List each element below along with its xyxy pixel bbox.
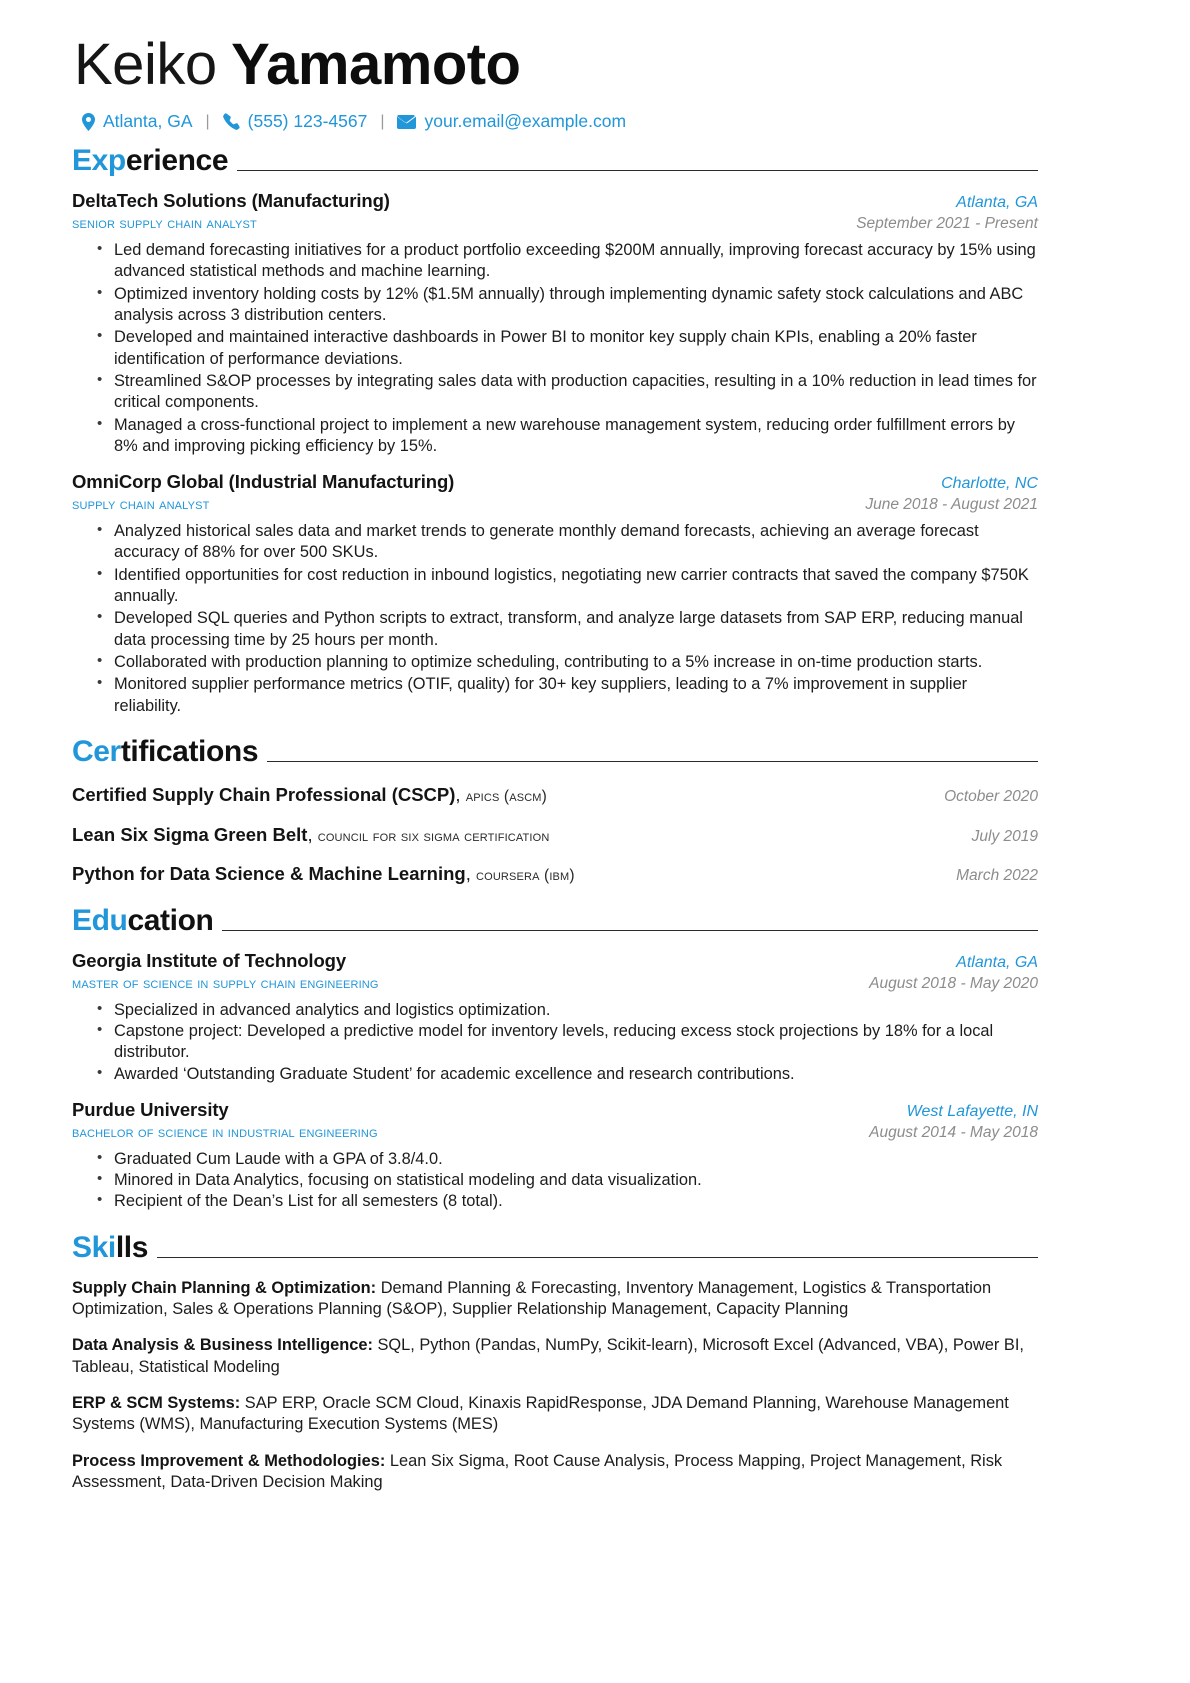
section-title-rest: tifications [120, 735, 259, 769]
skill-items: SAP ERP, Oracle SCM Cloud, Kinaxis RapidResponse, JDA Demand Planning, Warehouse Management Systems (WMS), Manufacturing Execution Systems (MES) [72, 1393, 1009, 1434]
certification-date: March 2022 [956, 867, 1038, 885]
contact-separator-1: | [205, 112, 210, 130]
list-item: • Identified opportunities for cost reduction in inbound logistics, negotiating new carrier contracts that saved the company $750K annually. [112, 565, 1038, 608]
skill-items: Demand Planning & Forecasting, Inventory Management, Logistics & Transportation Optimization, Sales & Operations Planning (S&OP), Supplier Relationship Management, Capacity Planning [72, 1278, 992, 1318]
job-dates: June 2018 - August 2021 [865, 496, 1038, 514]
certification-row: Certified Supply Chain Professional (CSCP), apics (ascm) October 2020 [72, 784, 1038, 806]
school-name: Georgia Institute of Technology [72, 949, 347, 971]
contact-email[interactable] [397, 111, 626, 132]
section-rule [157, 1257, 1038, 1258]
section-title-rest: cation [127, 903, 214, 937]
school-dates: August 2018 - May 2020 [869, 974, 1038, 992]
page-title [74, 34, 1038, 95]
certification-name: Certified Supply Chain Professional (CSCP) [72, 784, 456, 806]
employer-location: Charlotte, NC [941, 475, 1038, 493]
experience-bullets [72, 521, 1038, 717]
certification-issuer: council for six sigma certification [317, 827, 550, 845]
list-item: • Analyzed historical sales data and market trends to generate monthly demand forecasts, achieving an average forecast accuracy of 88% for over 500 SKUs. [112, 521, 1038, 564]
map-pin-icon [82, 113, 95, 131]
skill-row [72, 1451, 1038, 1494]
last-name: Yamamoto [231, 32, 521, 97]
skill-category: ERP & SCM Systems: [72, 1393, 241, 1412]
section-title-highlight: Ski [72, 1230, 116, 1264]
education-bullets [72, 1149, 1038, 1213]
list-item: • Minored in Data Analytics, focusing on statistical modeling and data visualization. [112, 1170, 1038, 1191]
section-title-experience [72, 146, 228, 176]
list-item: • Developed and maintained interactive dashboards in Power BI to monitor key supply chain KPIs, enabling a 20% faster identification of performance deviations. [112, 327, 1038, 370]
experience-entry [72, 471, 1038, 717]
list-item: • Managed a cross-functional project to implement a new warehouse management system, reducing order fulfillment errors by 8% and improving picking efficiency by 15%. [112, 415, 1038, 458]
list-item: • Developed SQL queries and Python scripts to extract, transform, and analyze large datasets from SAP ERP, reducing manual data processing time by 25 hours per month. [112, 608, 1038, 651]
school-name: Purdue University [72, 1098, 229, 1120]
list-item: • Recipient of the Dean’s List for all semesters (8 total). [112, 1191, 1038, 1212]
list-item: • Led demand forecasting initiatives for a product portfolio exceeding $200M annually, improving forecast accuracy by 15% using advanced statistical methods and machine learning. [112, 240, 1038, 283]
section-title-certifications [72, 737, 258, 767]
contact-location [82, 111, 193, 132]
skill-row [72, 1393, 1038, 1436]
certification-issuer: coursera (ibm) [476, 867, 575, 885]
section-title-rest: erience [125, 144, 229, 178]
job-dates: September 2021 - Present [856, 215, 1038, 233]
experience-bullets [72, 240, 1038, 457]
contact-phone[interactable] [223, 111, 368, 132]
section-rule [267, 761, 1038, 762]
section-rule [222, 930, 1038, 931]
section-header-experience [72, 146, 1038, 176]
education-bullets [72, 1000, 1038, 1085]
skill-category: Supply Chain Planning & Optimization: [72, 1278, 377, 1297]
section-rule [237, 170, 1038, 171]
location-text: Atlanta, GA [103, 111, 193, 132]
skill-category: Process Improvement & Methodologies: [72, 1451, 386, 1470]
contact-bar [82, 111, 1038, 132]
experience-entry [72, 190, 1038, 457]
section-title-education [72, 903, 214, 937]
section-title-highlight: Edu [72, 903, 128, 937]
skill-row [72, 1278, 1038, 1321]
education-entry [72, 1099, 1038, 1213]
section-title-highlight: Exp [72, 144, 126, 178]
list-item: • Streamlined S&OP processes by integrating sales data with production capacities, resulting in a 10% reduction in lead times for critical components. [112, 371, 1038, 414]
certification-date: July 2019 [971, 827, 1038, 845]
employer-name: DeltaTech Solutions (Manufacturing) [72, 190, 390, 212]
degree-name: bachelor of science in industrial engineering [72, 1123, 378, 1141]
email-text: your.email@example.com [424, 111, 627, 132]
certification-row: Lean Six Sigma Green Belt, council for six sigma certification July 2019 [72, 823, 1038, 845]
section-header-certifications [72, 737, 1038, 767]
employer-location: Atlanta, GA [956, 194, 1038, 212]
education-entry [72, 950, 1038, 1085]
phone-icon [223, 113, 240, 130]
school-location: West Lafayette, IN [906, 1102, 1038, 1120]
phone-text: (555) 123-4567 [247, 111, 368, 132]
section-title-rest: lls [115, 1230, 148, 1264]
certification-row: Python for Data Science & Machine Learning, coursera (ibm) March 2022 [72, 863, 1038, 885]
school-dates: August 2014 - May 2018 [869, 1123, 1038, 1141]
degree-name: master of science in supply chain engineering [72, 974, 379, 992]
list-item: • Optimized inventory holding costs by 12% ($1.5M annually) through implementing dynamic safety stock calculations and ABC analysis across 3 distribution centers. [112, 284, 1038, 327]
skill-row [72, 1335, 1038, 1378]
certification-name: Lean Six Sigma Green Belt [72, 823, 308, 845]
list-item: • Specialized in advanced analytics and logistics optimization. [112, 1000, 1038, 1021]
skill-items: Lean Six Sigma, Root Cause Analysis, Process Mapping, Project Management, Risk Assessment, Data-Driven Decision Making [72, 1451, 1003, 1491]
certification-name: Python for Data Science & Machine Learning [72, 863, 466, 885]
contact-separator-2: | [380, 112, 385, 130]
section-title-highlight: Cer [72, 735, 121, 769]
skill-items: SQL, Python (Pandas, NumPy, Scikit-learn), Microsoft Excel (Advanced, VBA), Power BI, Tableau, Statistical Modeling [72, 1336, 1024, 1376]
envelope-icon [397, 115, 416, 129]
school-location: Atlanta, GA [956, 953, 1038, 971]
employer-name: OmniCorp Global (Industrial Manufacturing) [72, 471, 455, 493]
list-item: • Capstone project: Developed a predictive model for inventory levels, reducing excess stock projections by 18% for a local distributor. [112, 1021, 1038, 1064]
first-name: Keiko [74, 32, 217, 97]
skill-category: Data Analysis & Business Intelligence: [72, 1336, 373, 1355]
section-title-skills [72, 1230, 148, 1264]
job-title: senior supply chain analyst [72, 215, 257, 233]
job-title: supply chain analyst [72, 496, 210, 514]
list-item: • Collaborated with production planning to optimize scheduling, contributing to a 5% increase in on-time production starts. [112, 652, 1038, 673]
list-item: • Monitored supplier performance metrics (OTIF, quality) for 30+ key suppliers, leading to a 7% improvement in supplier reliability. [112, 674, 1038, 717]
list-item: • Graduated Cum Laude with a GPA of 3.8/4.0. [112, 1149, 1038, 1170]
list-item: • Awarded ‘Outstanding Graduate Student’ for academic excellence and research contributions. [112, 1064, 1038, 1085]
section-header-skills [72, 1230, 1038, 1264]
section-header-education [72, 903, 1038, 937]
certification-issuer: apics (ascm) [465, 788, 547, 806]
certification-date: October 2020 [944, 788, 1038, 806]
